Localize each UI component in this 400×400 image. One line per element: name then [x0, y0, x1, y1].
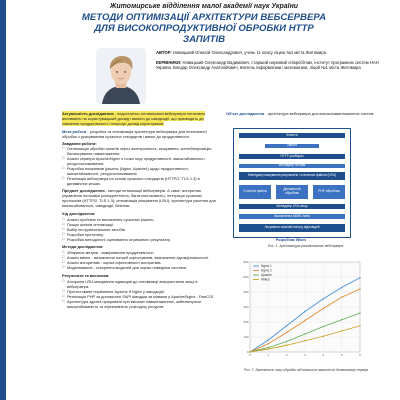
list-item: □ Реалізація PHP за допомогою SAPI швидша за мовами у Apache/Nginx - FastCGI.: [62, 294, 220, 299]
goal-title: Мета роботи: [62, 128, 87, 134]
data-point: [359, 312, 360, 313]
supervisor-line: [156, 60, 382, 71]
x-tick-label: 4: [322, 353, 325, 357]
data-point: [341, 297, 342, 298]
authors-block: [156, 50, 382, 71]
list-item: □ Моделювання - створення моделей для оцінки поведінки системи.: [62, 265, 220, 270]
data-point: [341, 319, 342, 320]
data-point: [286, 332, 287, 333]
legend-label: Nginx 1: [261, 264, 272, 269]
object-text: - архітектура вебсервера для високонавантаженних систем.: [264, 111, 375, 116]
client-box: Клієнти: [238, 132, 346, 139]
y-tick-label: 200: [243, 320, 249, 324]
relevance-title: Актуальність дослідження: [62, 111, 114, 116]
relevance-paragraph: [62, 112, 220, 127]
poster-title: [14, 12, 394, 45]
title-line-3: ЗАПИТІВ: [182, 34, 226, 45]
supervisor-label: КЕРІВНИКИ:: [156, 59, 182, 65]
lru-manager-box: Менеджер LRU-кешу: [238, 203, 346, 210]
data-point: [304, 311, 305, 312]
x-tick-label: 6: [359, 353, 361, 357]
figure-1-caption: Рис. 1. Архітектура реалізованого вебсервера.: [267, 244, 345, 248]
figure-2-caption: Рис. 2. Залежність часу обробки від кількості запитів по довжинному сервері: [243, 368, 369, 372]
results-title: Результати та висновки:: [62, 272, 110, 278]
legend-label: Nginx 2: [261, 268, 272, 273]
title-line-2: ДЛЯ ВИСОКОПРОДУКТИВНОЇ ОБРОБКИ HTTP: [94, 23, 314, 34]
developer-label: Розробник Wikes: [275, 238, 307, 242]
x-tick-label: 3: [304, 353, 306, 357]
data-point: [268, 343, 269, 344]
list-item: □ Пошук шляхів оптимізації.: [62, 222, 220, 227]
chart-svg: [236, 256, 366, 364]
goal-paragraph: [62, 130, 220, 140]
y-tick-label: 0: [246, 350, 249, 354]
data-point: [304, 333, 305, 334]
list-item: □ Розробка прототипу.: [62, 232, 220, 237]
list-item: □ Архітектура здатна працювати при високих навантаженнях, забезпечуючи масштабованість та ефективність розподілу ресурсів.: [62, 299, 220, 309]
y-tick-label: 100: [243, 335, 249, 339]
subject-text: - методи оптимізації вебсерверів. А саме: алгоритми управління потоками (конкурентність, багатопотоковість); інтеграція сучасних протоколів (HTTP/2, TLS 1.3); оптимізація кешування (LRU); архітектура рішення для масштабованості, швидкодії, безпеки.: [62, 188, 216, 209]
x-tick-label: 2: [285, 353, 288, 357]
request-box: Запити: [264, 143, 320, 149]
list-item: □ Протестоване порівняння Apache й Nginx у швидкодії.: [62, 289, 220, 294]
relevance-text: - недостатньо оптимізовані вебсервери негативно впливають на користувацький досвід і вимоги до швидкодії, що призводить до зниження продуктивності і погіршує досвід користувачів.: [62, 111, 205, 126]
list-item: □ Аналіз вимог - визначення потреб користувачів, визначення функціональності.: [62, 255, 220, 260]
author-label: АВТОР:: [156, 50, 172, 55]
legend-label: Apache: [261, 273, 272, 278]
list-item: □ Збирання метрик - вимірювання продуктивності.: [62, 250, 220, 255]
list-item: □ Розробка показників (рішень (Nginx, Apache)) щодо продуктивності, масштабованості, ресурсоспоживання.: [62, 166, 220, 176]
data-point: [341, 287, 342, 288]
data-point: [304, 320, 305, 321]
y-tick-label: 600: [243, 260, 249, 264]
y-tick-label: 400: [243, 290, 249, 294]
static-files-box: Статичні файли: [238, 184, 272, 200]
thread-manager-box: Менеджер потоків: [238, 163, 346, 169]
x-tick-label: 0: [249, 353, 251, 357]
data-point: [359, 277, 360, 278]
data-point: [286, 325, 287, 326]
data-point: [323, 308, 324, 309]
list-item: □ Вибір інструментальних засобів.: [62, 227, 220, 232]
architecture-diagram: [233, 128, 351, 238]
php-handler-box: PHP-обробник: [312, 184, 346, 200]
subject-title: Предмет дослідження: [62, 188, 105, 194]
research-list: [62, 217, 220, 242]
supervisor-text: Новицький Олександр Вадимович, старший науковий співробітник, інститут програмних систем НАН України. Бондар Олександр Анатолійович, вчитель інформатики і математики, ліцей №1 міста Житомира: [156, 59, 379, 71]
data-point: [323, 298, 324, 299]
data-point: [304, 340, 305, 341]
data-point: [268, 347, 269, 348]
tasks-list: [62, 146, 220, 186]
list-item: □ Аналіз сервера Apache/Nginx з точки зору продуктивності, масштабованості, ресурсоспоживання.: [62, 156, 220, 166]
author-text: Новицький Олексій Олександрович, учень 11 класу ліцею №1 міста Житомира: [172, 50, 326, 55]
results-list: [62, 279, 220, 309]
organization-header: Житомирське відділення малої академії наук України: [109, 3, 299, 10]
data-point: [323, 326, 324, 327]
mime-box: Визначення MIME-типів: [238, 213, 346, 220]
tasks-title: Завдання роботи:: [62, 140, 97, 146]
data-point: [268, 339, 269, 340]
object-paragraph: [226, 112, 384, 117]
goal-text: - розробка та оптимізація архітектури вебсервера для інтенсивної обробки з урахуванням сучасних стандартів і вимог до продуктивності.: [62, 128, 207, 139]
http-parser-box: HTTP-розбирач: [238, 153, 346, 160]
methods-title: Методи дослідження:: [62, 243, 104, 249]
data-point: [286, 345, 287, 346]
research-title: Хід дослідження:: [62, 211, 96, 217]
left-accent-bar: [0, 0, 6, 400]
data-point: [359, 288, 360, 289]
subject-paragraph: [62, 189, 220, 209]
left-column: [62, 112, 220, 309]
data-point: [341, 330, 342, 331]
list-item: □ Аналіз алгоритмів - оцінка ефективності алгоритмів.: [62, 260, 220, 265]
methods-list: [62, 250, 220, 270]
x-tick-label: 1: [267, 353, 270, 357]
cache-manager-box: Менеджер кешування результатів і статичних файлів (LRU): [238, 171, 346, 181]
data-point: [323, 336, 324, 337]
list-item: □ Реалізація вебсервера на основі сучасних стандартів (HTTP/2, TLS 1.3) в динамічних кешах.: [62, 176, 220, 186]
data-point: [268, 348, 269, 349]
object-title: Об'єкт дослідження: [226, 111, 265, 116]
response-time-chart: [236, 256, 366, 364]
logger-box: Логування запитів/статусу відповідей: [238, 223, 346, 233]
dynamic-handler-box: Динамічний обробник: [275, 184, 309, 200]
y-tick-label: 500: [243, 275, 249, 279]
legend-label: Wikes: [261, 277, 270, 282]
author-portrait-image: [96, 48, 146, 104]
title-line-1: МЕТОДИ ОПТИМІЗАЦІЇ АРХІТЕКТУРИ ВЕБСЕРВЕРА: [81, 12, 327, 23]
data-point: [359, 325, 360, 326]
list-item: □ Оптимізація обробки запитів через асинхронність, кешування, контейнеризацію, балансування навантаження.: [62, 146, 220, 156]
data-point: [286, 341, 287, 342]
list-item: □ Алгоритм LRU-кешування підвищив до оптимізації використання кешу в вебсервера.: [62, 279, 220, 289]
x-tick-label: 5: [340, 353, 343, 357]
author-photo: [96, 48, 146, 104]
list-item: □ Аналіз проблем та визначення сучасних рішень.: [62, 217, 220, 222]
y-tick-label: 300: [243, 305, 249, 309]
list-item: □ Розробка методології оцінювання отриманого результату.: [62, 237, 220, 242]
